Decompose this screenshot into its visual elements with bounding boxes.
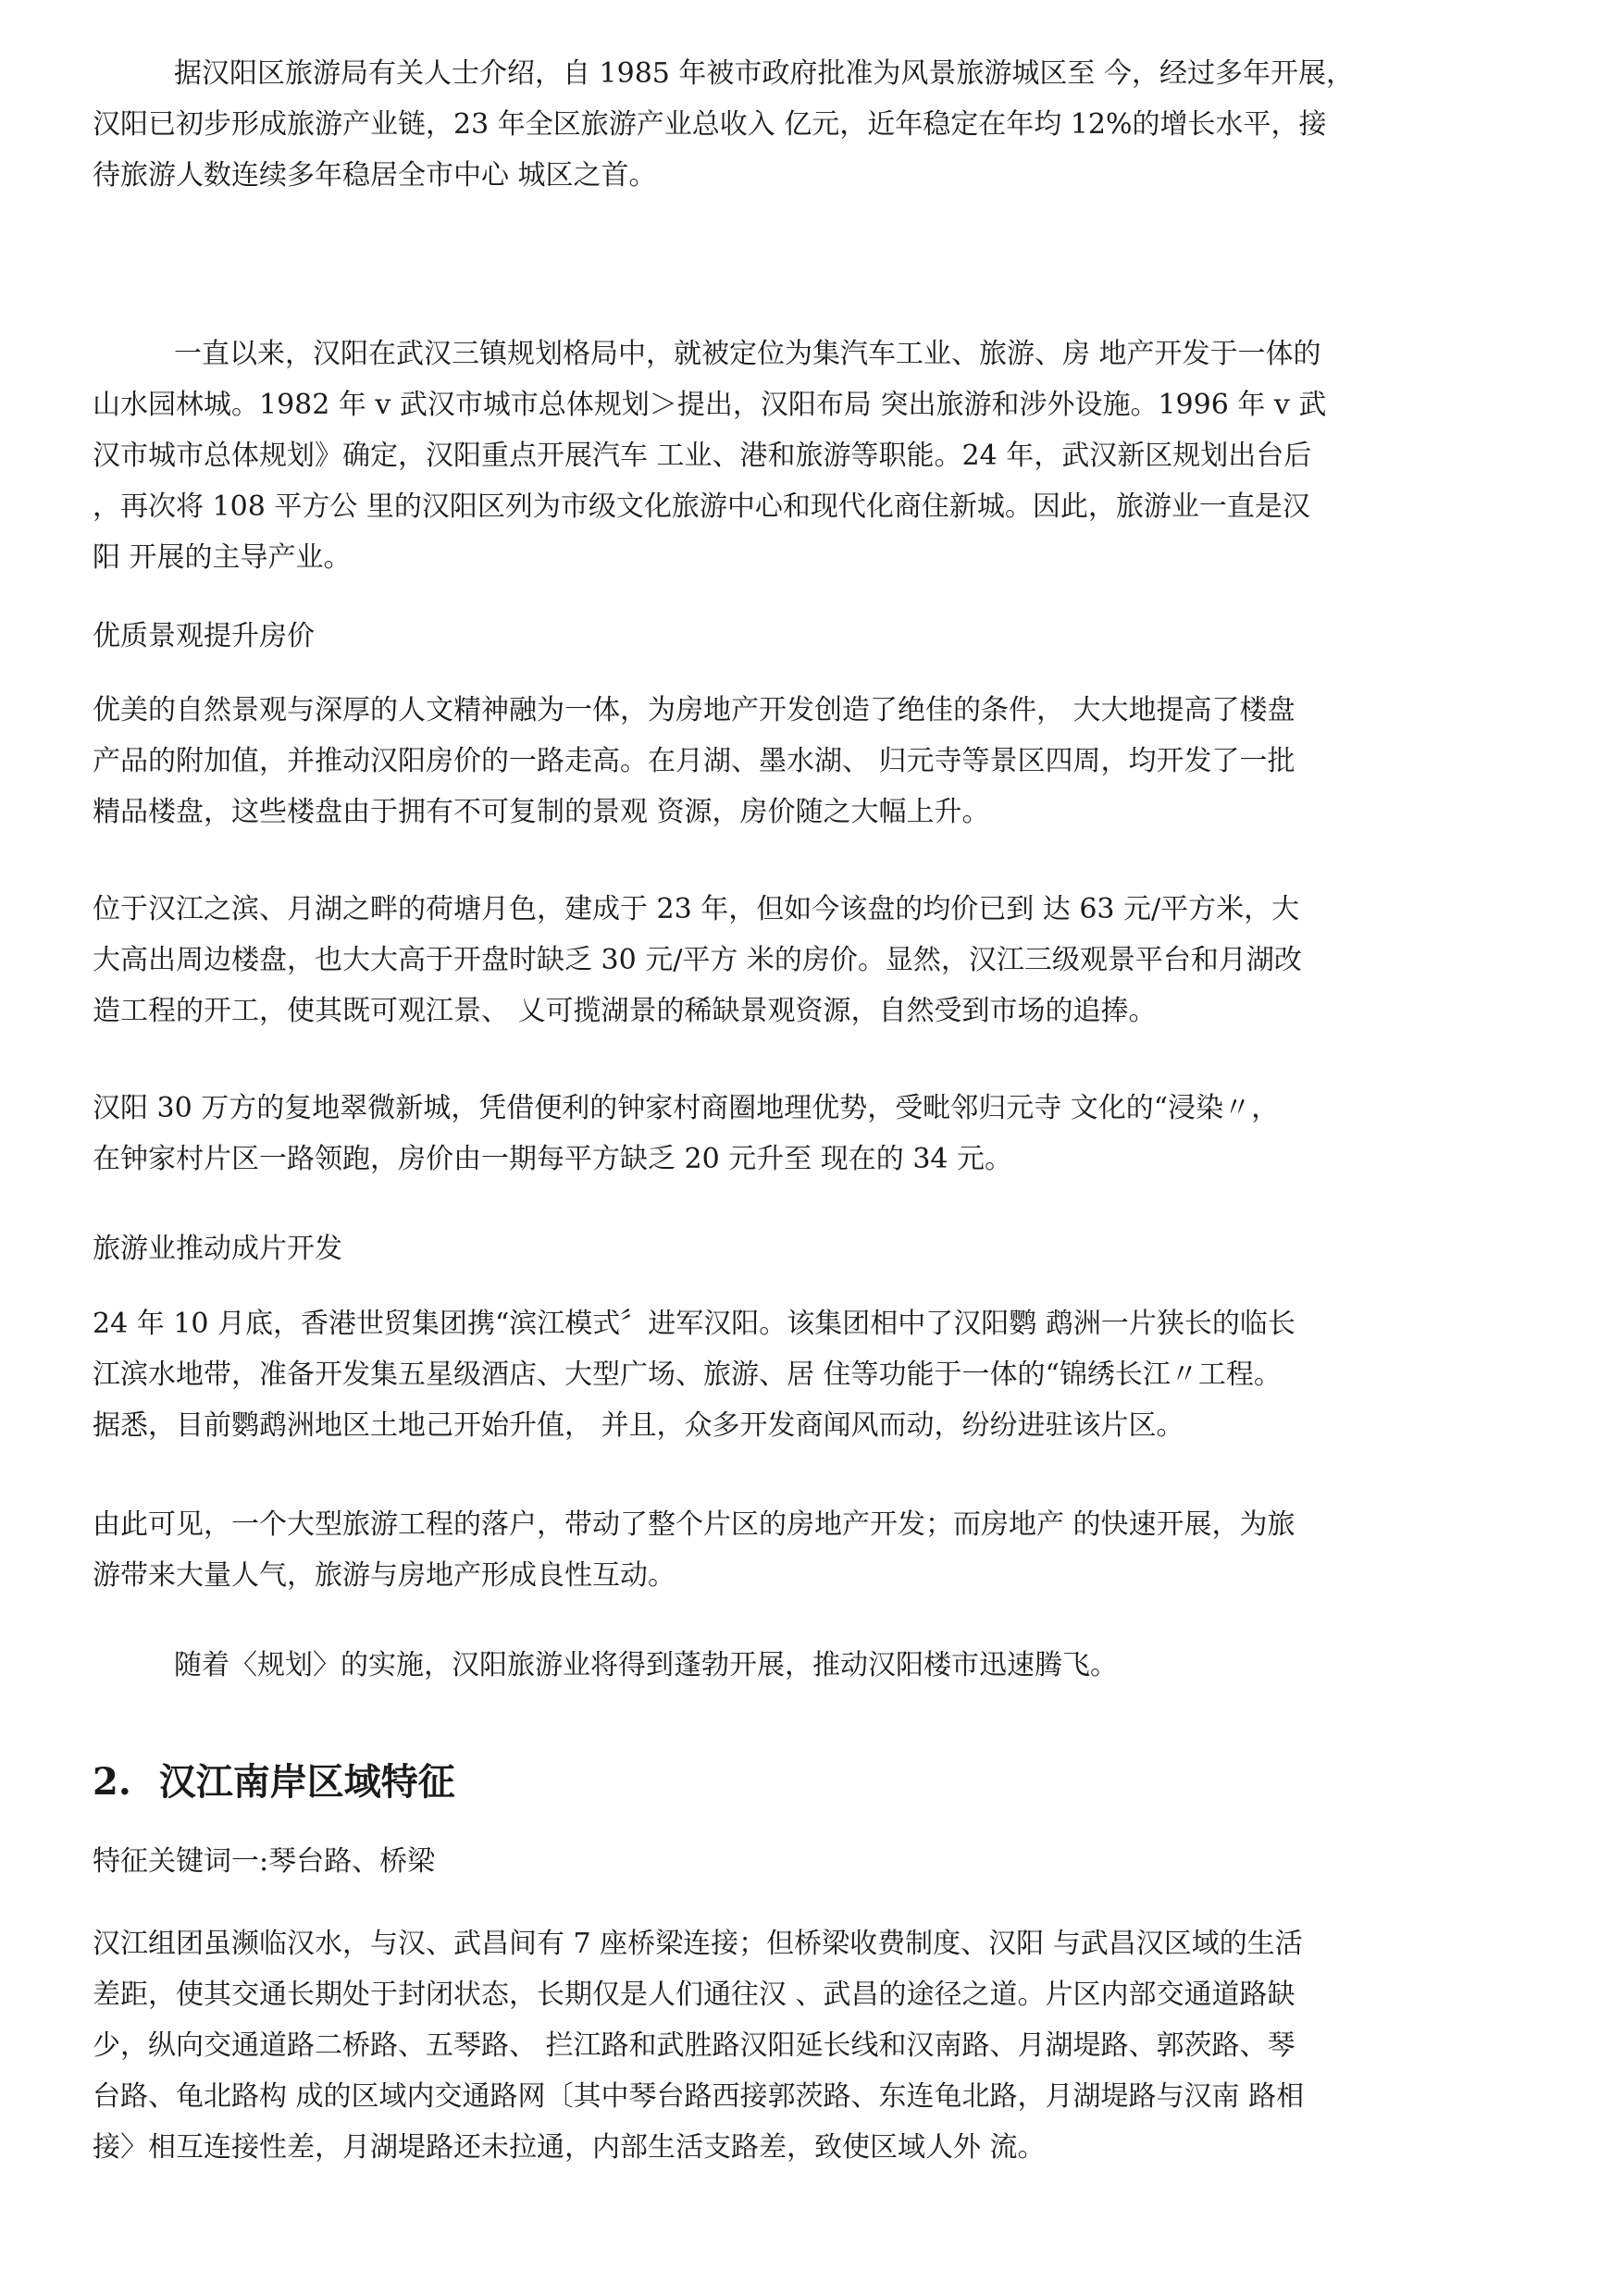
- paragraph-transport: [93, 1918, 1536, 2173]
- text-line: 台路、龟北路构 成的区域内交通路网〔其中琴台路西接郭茨路、东连龟北路，月湖堤路与汉南 路相: [93, 2080, 1305, 2113]
- text-line: 少，纵向交通道路二桥路、五琴路、 拦江路和武胜路汉阳延长线和汉南路、月湖堤路、郭茨路、琴: [93, 2029, 1295, 2062]
- paragraph-planning-outlook: [93, 1640, 1536, 1691]
- heading-tourism-development: [93, 1223, 1536, 1274]
- text-line: 汉阳已初步形成旅游产业链，23 年全区旅游产业总收入 亿元，近年稳定在年均 12%的增长水平，接: [93, 108, 1327, 141]
- paragraph-hetang-yuese: [93, 884, 1536, 1036]
- text-line: 位于汉江之滨、月湖之畔的荷塘月色，建成于 23 年，但如今该盘的均价已到 达 63 元/平方米，大: [93, 893, 1300, 925]
- text-line: 据汉阳区旅游局有关人士介绍，自 1985 年被市政府批准为风景旅游城区至 今，经过多年开展，: [174, 57, 1354, 90]
- paragraph-shimao: [93, 1298, 1536, 1451]
- heading-quality-landscape: [93, 611, 1536, 662]
- text-line: 接〉相互连接性差，月湖堤路还未拉通，内部生活支路差，致使区域人外 流。: [93, 2131, 1046, 2164]
- text-line: 江滨水地带，准备开发集五星级酒店、大型广场、旅游、居 住等功能于一体的“锦绣长江〃工程。: [93, 1358, 1282, 1391]
- text-line: 山水园林城。1982 年 v 武汉市城市总体规划＞提出，汉阳布局 突出旅游和涉外设施。1996 年 v 武: [93, 389, 1327, 421]
- text-line: 阳 开展的主导产业。: [93, 541, 352, 574]
- paragraph-tourism-history: [93, 48, 1536, 201]
- text-line: 由此可见，一个大型旅游工程的落户，带动了整个片区的房地产开发；而房地产 的快速开展，为旅: [93, 1508, 1295, 1541]
- text-line: 游带来大量人气，旅游与房地产形成良性互动。: [93, 1559, 676, 1592]
- text-line: 待旅游人数连续多年稳居全市中心 城区之首。: [93, 159, 657, 192]
- text-line: 旅游业推动成片开发: [93, 1233, 342, 1265]
- section-title: 汉江南岸区域特征: [158, 1760, 455, 1804]
- text-line: 产品的附加值，并推动汉阳房价的一路走高。在月湖、墨水湖、 归元寺等景区四周，均开发了一批: [93, 745, 1295, 777]
- text-line: 大高出周边楼盘，也大大高于开盘时缺乏 30 元/平方 米的房价。显然，汉江三级观景平台和月湖改: [93, 944, 1302, 976]
- text-line: 随着〈规划〉的实施，汉阳旅游业将得到蓬勃开展，推动汉阳楼市迅速腾飞。: [174, 1649, 1118, 1681]
- text-line: 汉阳 30 万方的复地翠微新城，凭借便利的钟家村商圈地理优势，受毗邻归元寺 文化的“浸染〃，: [93, 1092, 1280, 1124]
- section-heading: [93, 1756, 455, 1808]
- subheading-keywords: 特征关键词一:琴台路、桥梁: [93, 1845, 436, 1878]
- text-line: 精品楼盘，这些楼盘由于拥有不可复制的景观 资源，房价随之大幅上升。: [93, 796, 990, 828]
- text-line: 据悉，目前鹦鹉洲地区土地己开始升值， 并且，众多开发商闻风而动，纷纷进驻该片区。: [93, 1409, 1184, 1442]
- text-line: 优美的自然景观与深厚的人文精神融为一体，为房地产开发创造了绝佳的条件， 大大地提高了楼盘: [93, 694, 1295, 726]
- text-line: 汉市城市总体规划》确定，汉阳重点开展汽车 工业、港和旅游等职能。24 年，武汉新区规划出台后: [93, 440, 1312, 472]
- text-line: 优质景观提升房价: [93, 620, 315, 652]
- paragraph-landscape: [93, 685, 1536, 837]
- text-line: 汉江组团虽濒临汉水，与汉、武昌间有 7 座桥梁连接；但桥梁收费制度、汉阳 与武昌汉区域的生活: [93, 1928, 1303, 1960]
- text-line: ，再次将 108 平方公 里的汉阳区列为市级文化旅游中心和现代化商住新城。因此，旅游业一直是汉: [93, 490, 1310, 523]
- text-line: 在钟家村片区一路领跑，房价由一期每平方缺乏 20 元升至 现在的 34 元。: [93, 1143, 1013, 1175]
- paragraph-fudi-cuiwei: [93, 1083, 1536, 1185]
- paragraph-planning: [93, 329, 1536, 583]
- section-number: 2.: [93, 1760, 131, 1804]
- paragraph-conclusion: [93, 1499, 1536, 1601]
- text-line: 造工程的开工，使其既可观江景、 乂可揽湖景的稀缺景观资源，自然受到市场的追捧。: [93, 995, 1157, 1027]
- text-line: 24 年 10 月底，香港世贸集团携“滨江模式〞进军汉阳。该集团相中了汉阳鹦 鹉洲一片狭长的临长: [93, 1308, 1295, 1340]
- text-line: 差距，使其交通长期处于封闭状态，长期仅是人们通往汉 、武昌的途径之道。片区内部交通道路缺: [93, 1979, 1295, 2011]
- text-line: 一直以来，汉阳在武汉三镇规划格局中，就被定位为集汽车工业、旅游、房 地产开发于一体的: [174, 338, 1321, 370]
